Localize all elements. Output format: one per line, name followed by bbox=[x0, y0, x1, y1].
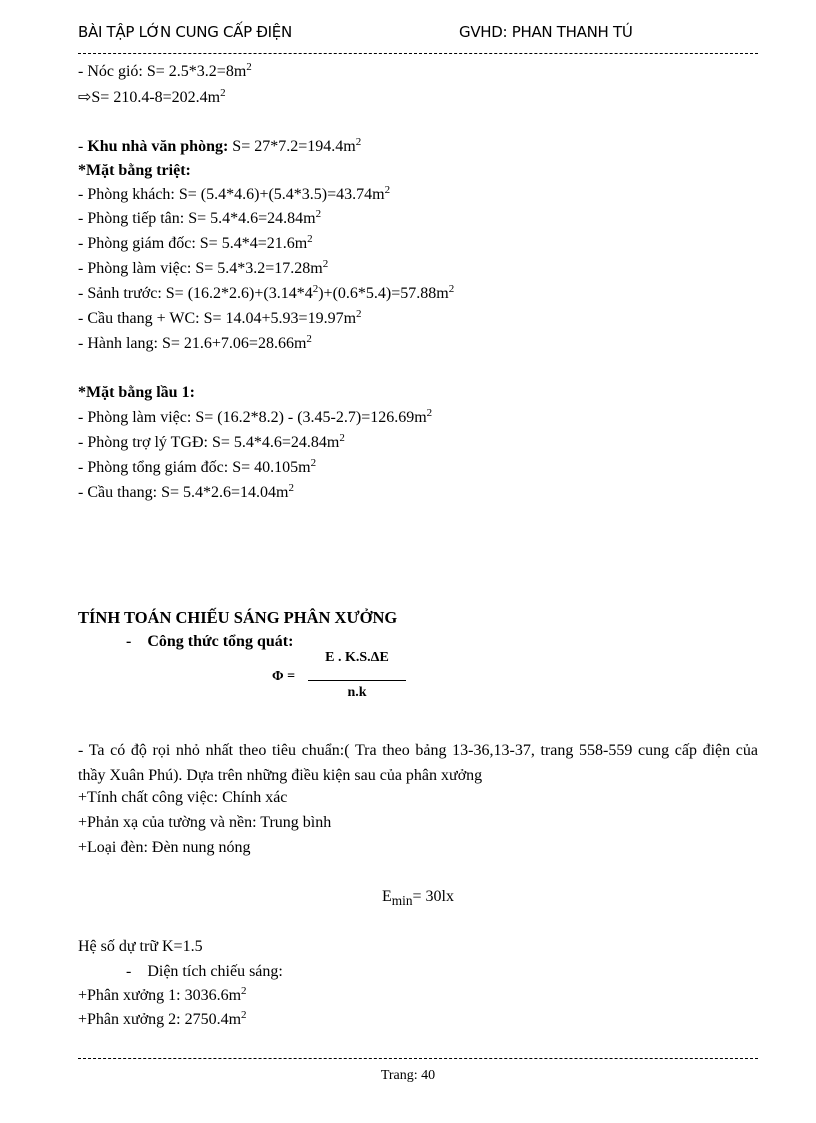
header-course-title: BÀI TẬP LỚN CUNG CẤP ĐIỆN bbox=[78, 23, 292, 41]
text-line: - Phòng trợ lý TGĐ: $S= 5.4*4.6=24.84m^2$ bbox=[78, 432, 345, 451]
condition-work: +Tính chất công việc: Chính xác bbox=[78, 789, 288, 806]
header-divider bbox=[78, 53, 758, 54]
formula-denominator: n.k bbox=[347, 685, 367, 700]
emin-value: $E_{min}= 30lx$ bbox=[382, 888, 454, 909]
text-line: - Phòng giám đốc: $S= 5.4*4=21.6m^2$ bbox=[78, 233, 313, 252]
text-line: - Phòng tiếp tân: $S= 5.4*4.6=24.84m^2$ bbox=[78, 208, 322, 227]
text-line: - Phòng khách: $S= (5.4*4.6)+(5.4*3.5)=43.74m^2$ bbox=[78, 184, 391, 203]
lighting-paragraph: - Ta có độ rọi nhỏ nhất theo tiêu chuẩn:( Tra theo bảng 13-36,13-37, trang 558-559 cung cấp điện của thầy Xuân Phú). Dựa trên những điều kiện sau của phân xưởng bbox=[78, 742, 758, 784]
text-line: - Phòng tổng giám đốc: $S= 40.105m^2$ bbox=[78, 457, 317, 476]
area-heading: - Diện tích chiếu sáng: bbox=[126, 963, 283, 980]
text-line: - Cầu thang: $S= 5.4*2.6=14.04m^2$ bbox=[78, 482, 294, 501]
text-line: - Cầu thang + WC: $S= 14.04+5.93=19.97m^2$ bbox=[78, 308, 362, 327]
formula-heading: - Công thức tổng quát: bbox=[126, 633, 294, 650]
text-line: ⇨S= $210.4-8=202.4m^2$ bbox=[78, 87, 226, 106]
workshop-1-area: +Phân xưởng 1: $3036.6m^2$ bbox=[78, 985, 247, 1004]
text-line: - Sảnh trước: $S= (16.2*2.6)+(3.14*4^2)+(0.6*5.4)=57.88m^2$ bbox=[78, 283, 455, 302]
page-number: Trang: 40 bbox=[380, 1068, 436, 1083]
condition-lamp: +Loại đèn: Đèn nung nóng bbox=[78, 839, 251, 856]
text-line: - Phòng làm việc: $S= (16.2*8.2) - (3.45-2.7)=126.69m^2$ bbox=[78, 407, 433, 426]
text-line: - Phòng làm việc: $S= 5.4*3.2=17.28m^2$ bbox=[78, 258, 329, 277]
first-floor-heading: *Mặt bằng lầu 1: bbox=[78, 384, 195, 401]
section-title: TÍNH TOÁN CHIẾU SÁNG PHÂN XƯỞNG bbox=[78, 608, 398, 627]
text-line: - Hành lang: $S= 21.6+7.06=28.66m^2$ bbox=[78, 333, 312, 352]
office-area-line: - Khu nhà văn phòng: $S= 27*7.2=194.4m^2$ bbox=[78, 136, 362, 155]
workshop-2-area: +Phân xưởng 2: $2750.4m^2$ bbox=[78, 1009, 247, 1028]
reserve-factor: Hệ số dự trữ K=1.5 bbox=[78, 938, 203, 955]
footer-divider bbox=[78, 1058, 758, 1059]
header-instructor: GVHD: PHAN THANH TÚ bbox=[459, 23, 633, 41]
fraction-bar bbox=[308, 680, 406, 681]
formula-numerator: E . K.S.ΔE bbox=[325, 650, 389, 665]
formula-lhs: Φ = bbox=[272, 669, 296, 684]
condition-reflection: +Phản xạ của tường và nền: Trung bình bbox=[78, 814, 332, 831]
text-line: - Nóc gió: $S= 2.5*3.2=8m^2$ bbox=[78, 61, 252, 80]
ground-floor-heading: *Mặt bằng triệt: bbox=[78, 162, 191, 179]
